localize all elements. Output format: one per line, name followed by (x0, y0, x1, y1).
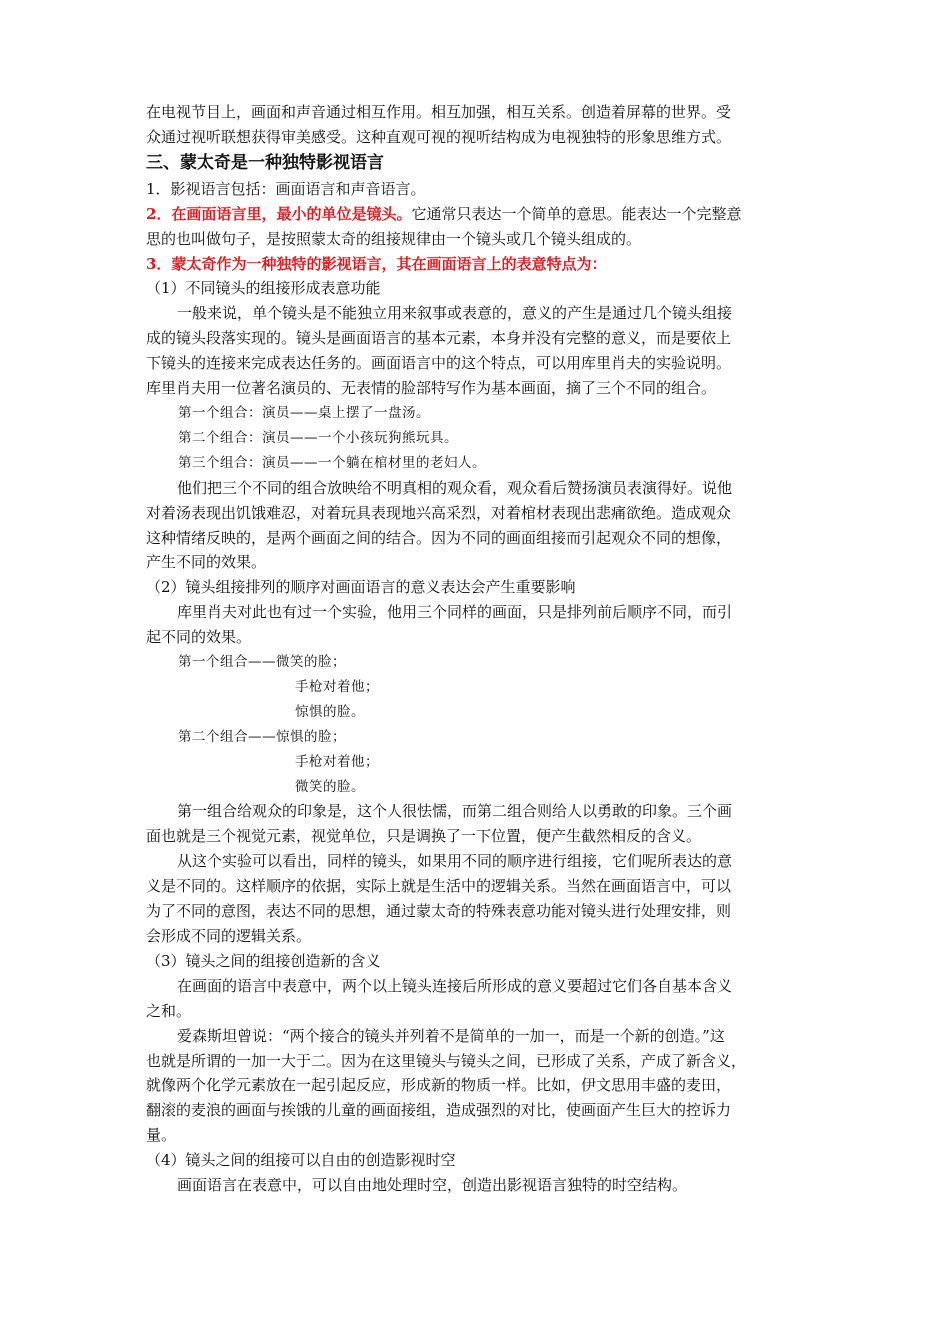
paragraph-line: 下镜头的连接来完成表达任务的。画面语言中的这个特点，可以用库里肖夫的实验说明。 (146, 354, 732, 373)
example-line: 手枪对着他； (295, 753, 379, 770)
paragraph-line: 他们把三个不同的组合放映给不明真相的观众看，观众看后赞扬演员表演得好。说他 (177, 478, 733, 497)
paragraph-line: 之和。 (146, 1001, 192, 1020)
example-line: 微笑的脸。 (295, 778, 365, 795)
paragraph-line: 会形成不同的逻辑关系。 (146, 927, 312, 945)
subheading-3: （3）镜头之间的组接创造新的含义 (146, 951, 381, 970)
paragraph-line: 思的也叫做句子，是按照蒙太奇的组接规律由一个镜头或几个镜头组成的。 (146, 229, 642, 248)
paragraph-line: 库里肖夫用一位著名演员的、无表情的脸部特写作为基本画面，摘了三个不同的组合。 (146, 379, 717, 398)
document-page (146, 100, 806, 1198)
section-heading: 三、蒙太奇是一种独特影视语言 (146, 152, 384, 173)
paragraph-line: 产生不同的效果。 (146, 553, 267, 572)
subheading-1: （1）不同镜头的组接形成表意功能 (146, 279, 381, 298)
example-line: 第三个组合：演员——一个躺在棺材里的老妇人。 (178, 454, 486, 471)
paragraph-line: 众通过视听联想获得审美感受。这种直观可视的视听结构成为电视独特的形象思维方式。 (146, 127, 732, 146)
list-item-3: 3．蒙太奇作为一种独特的影视语言，其在画面语言上的表意特点为： (146, 254, 607, 273)
paragraph-line: 翻滚的麦浪的画面与挨饿的儿童的画面接组，造成强烈的对比，使画面产生巨大的控诉力 (146, 1101, 732, 1120)
paragraph-line: 爱森斯坦曾说：“两个接合的镜头并列着不是简单的一加一，而是一个新的创造。”这 (177, 1026, 725, 1045)
list-item-1: 1．影视语言包括：画面语言和声音语言。 (146, 179, 426, 198)
paragraph-line: 第一组合给观众的印象是，这个人很怯懦，而第二组合则给人以勇敢的印象。三个画 (177, 802, 733, 821)
example-line: 第二个组合：演员——一个小孩玩狗熊玩具。 (178, 429, 458, 446)
highlight-text: 2．在画面语言里，最小的单位是镜头。 (146, 204, 412, 223)
paragraph-line: 面也就是三个视觉元素，视觉单位，只是调换了一下位置，便产生截然相反的含义。 (146, 827, 702, 846)
paragraph-line: 起不同的效果。 (146, 628, 252, 647)
paragraph-line: 在画面的语言中表意中，两个以上镜头连接后所形成的意义要超过它们各自基本含义 (177, 976, 733, 995)
example-line: 第二个组合——惊惧的脸； (178, 728, 346, 745)
list-item-2 (146, 202, 806, 227)
list-item-2-rest: 它通常只表达一个简单的意思。能表达一个完整意 (411, 204, 742, 223)
paragraph-line: 画面语言在表意中，可以自由地处理时空，创造出影视语言独特的时空结构。 (177, 1176, 688, 1195)
paragraph-line: 从这个实验可以看出，同样的镜头，如果用不同的顺序进行组接，它们呢所表达的意 (177, 852, 733, 871)
paragraph-line: 成的镜头段落实现的。镜头是画面语言的基本元素，本身并没有完整的意义，而是要依上 (146, 329, 732, 348)
paragraph-line: 量。 (146, 1126, 177, 1145)
paragraph-line: 义是不同的。这样顺序的依据，实际上就是生活中的逻辑关系。当然在画面语言中，可以 (146, 877, 732, 896)
example-line: 手枪对着他； (295, 678, 379, 695)
paragraph-line: 这种情绪反映的，是两个画面之间的结合。因为不同的画面组接而引起观众不同的想像， (146, 528, 732, 547)
example-line: 惊惧的脸。 (295, 703, 365, 720)
subheading-4: （4）镜头之间的组接可以自由的创造影视时空 (146, 1151, 456, 1170)
paragraph-line: 对着汤表现出饥饿难忍，对着玩具表现地兴高采烈，对着棺材表现出悲痛欲绝。造成观众 (146, 503, 732, 522)
paragraph-line: 就像两个化学元素放在一起引起反应，形成新的物质一样。比如，伊文思用丰盛的麦田， (146, 1076, 732, 1095)
paragraph-line: 为了不同的意图，表达不同的思想，通过蒙太奇的特殊表意功能对镜头进行处理安排，则 (146, 902, 732, 921)
example-line: 第一个组合：演员——桌上摆了一盘汤。 (178, 404, 430, 421)
paragraph-line: 一般来说，单个镜头是不能独立用来叙事或表意的，意义的产生是通过几个镜头组接 (177, 304, 733, 323)
paragraph-line: 在电视节目上，画面和声音通过相互作用。相互加强，相互关系。创造着屏幕的世界。受 (146, 103, 732, 121)
paragraph-line: 库里肖夫对此也有过一个实验，他用三个同样的画面，只是排列前后顺序不同，而引 (177, 603, 733, 622)
example-line: 第一个组合——微笑的脸； (178, 654, 346, 671)
paragraph-line: 也就是所谓的一加一大于二。因为在这里镜头与镜头之间，已形成了关系，产成了新含义， (146, 1051, 747, 1070)
subheading-2: （2）镜头组接排列的顺序对画面语言的意义表达会产生重要影响 (146, 578, 576, 597)
